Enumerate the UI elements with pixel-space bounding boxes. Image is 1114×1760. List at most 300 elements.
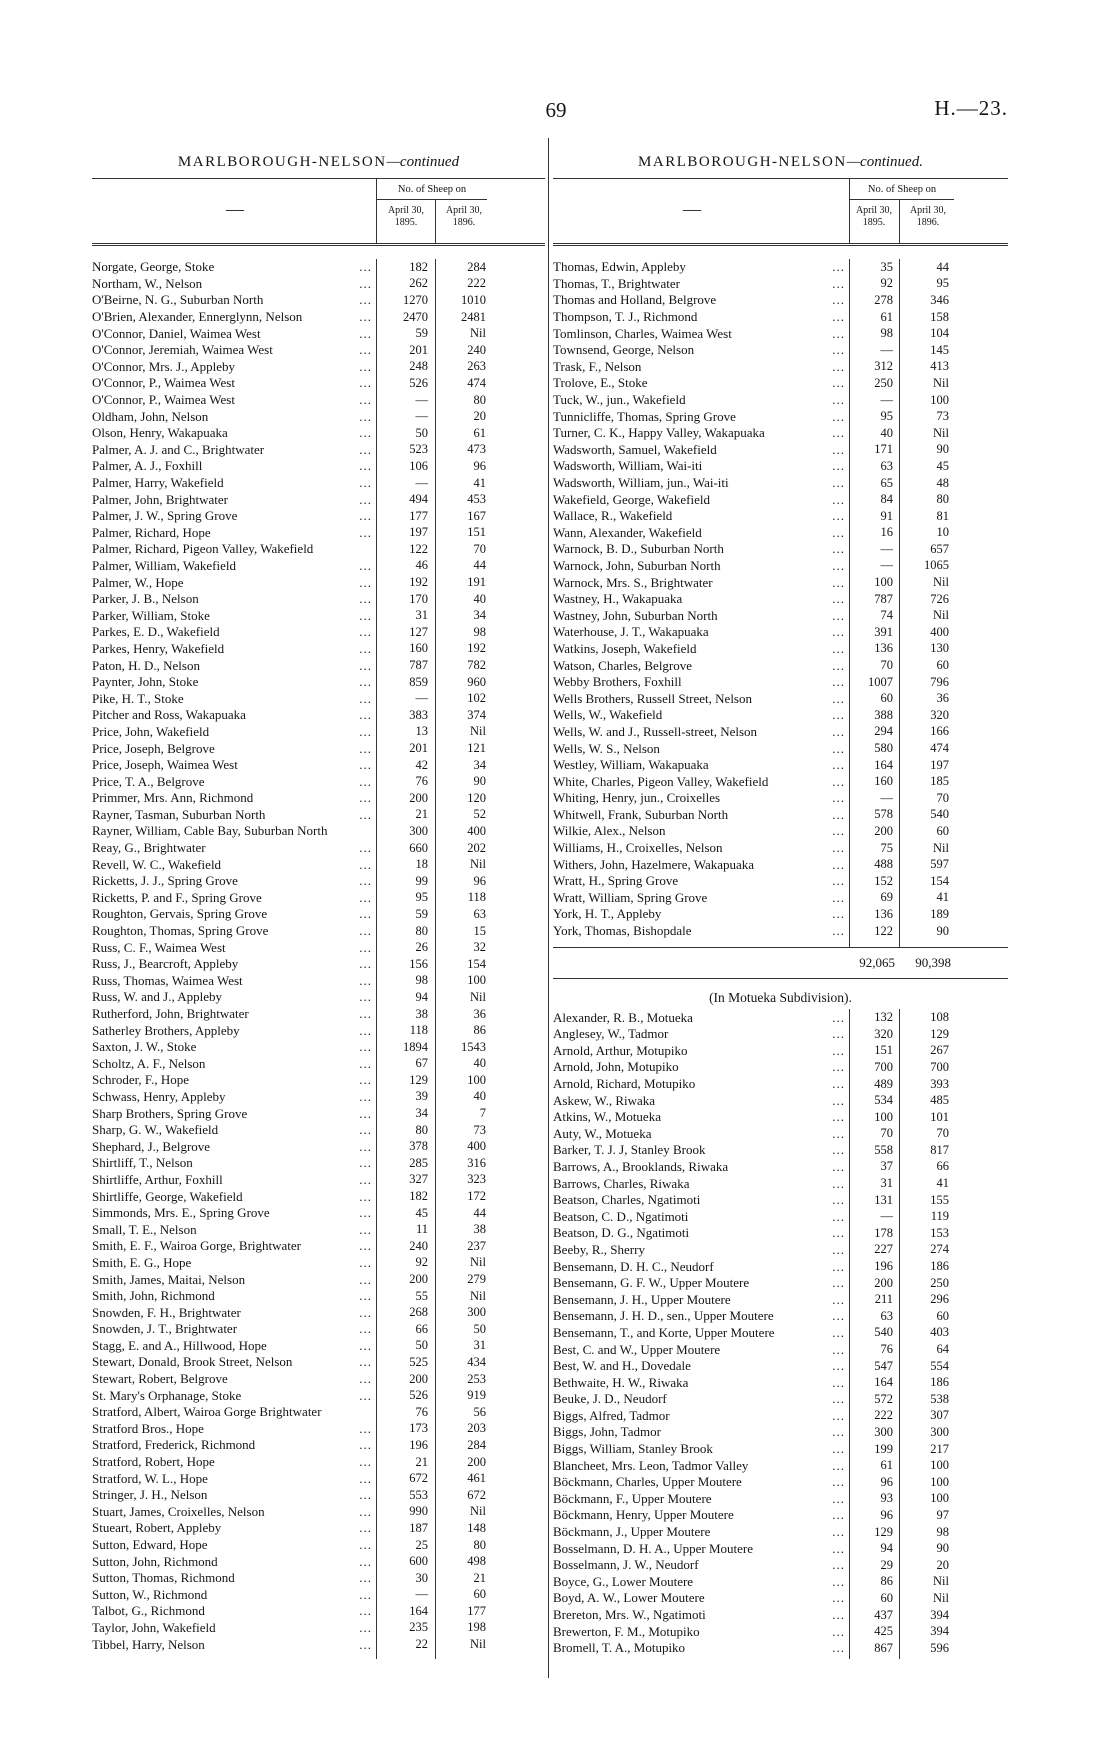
table-row xyxy=(553,1092,1008,1109)
sheep-1896: 50 xyxy=(473,1321,486,1336)
owner-name: Stueart, Robert, Appleby xyxy=(92,1520,222,1536)
owner-name-cell xyxy=(553,857,849,873)
sheep-1895: 38 xyxy=(415,1006,428,1021)
table-row xyxy=(92,475,545,492)
leader-dots: ... xyxy=(359,259,372,275)
table-row xyxy=(92,740,545,757)
owner-name: Böckmann, F., Upper Moutere xyxy=(553,1490,712,1506)
table-row xyxy=(92,757,545,774)
table-row xyxy=(92,574,545,591)
leader-dots: ... xyxy=(359,1171,372,1187)
table-row xyxy=(92,989,545,1006)
leader-dots: ... xyxy=(832,1540,845,1556)
owner-name: Small, T. E., Nelson xyxy=(92,1221,197,1237)
owner-name-cell xyxy=(92,1023,376,1039)
owner-name-cell xyxy=(553,326,849,342)
sheep-1895: 106 xyxy=(409,458,428,473)
owner-name-cell xyxy=(553,1192,849,1208)
sheep-1896: 1543 xyxy=(461,1039,486,1054)
owner-name: Northam, W., Nelson xyxy=(92,275,203,291)
sheep-1896: 80 xyxy=(473,1537,486,1552)
sheep-1895: 378 xyxy=(409,1139,428,1154)
sheep-1895: 523 xyxy=(409,442,428,457)
sheep-1896: 296 xyxy=(930,1292,949,1307)
table-row xyxy=(553,1291,1008,1308)
owner-name: Stratford, Robert, Hope xyxy=(92,1454,215,1470)
leader-dots: ... xyxy=(359,607,372,623)
sheep-1896: 63 xyxy=(473,906,486,921)
sheep-1895: 21 xyxy=(415,807,428,822)
leader-dots: ... xyxy=(832,1258,845,1274)
sheep-1896: 284 xyxy=(467,1437,486,1452)
owner-name: Best, W. and H., Dovedale xyxy=(553,1358,691,1374)
owner-name-cell xyxy=(92,973,376,989)
table-row xyxy=(92,591,545,608)
sheep-1896: 121 xyxy=(467,741,486,756)
table-row xyxy=(553,840,1008,857)
sheep-1896: 1010 xyxy=(461,292,486,307)
owner-name: Sharp, G. W., Wakefield xyxy=(92,1122,219,1138)
table-row xyxy=(553,1126,1008,1143)
owner-name: St. Mary's Orphanage, Stoke xyxy=(92,1387,242,1403)
sheep-1895: 437 xyxy=(874,1607,893,1622)
table-row xyxy=(553,591,1008,608)
sheep-1895: 294 xyxy=(874,724,893,739)
leader-dots: ... xyxy=(832,1590,845,1606)
leader-dots xyxy=(327,823,376,839)
leader-dots: ... xyxy=(359,657,372,673)
sheep-1895: 69 xyxy=(880,890,893,905)
owner-name: Saxton, J. W., Stoke xyxy=(92,1039,197,1055)
table-row xyxy=(553,1607,1008,1624)
leader-dots xyxy=(313,541,376,557)
owner-name-cell xyxy=(553,1242,849,1258)
owner-name-cell xyxy=(553,1292,849,1308)
sheep-1895: 127 xyxy=(409,624,428,639)
sheep-1896: 34 xyxy=(473,608,486,623)
table-row xyxy=(92,690,545,707)
owner-name-cell xyxy=(553,409,849,425)
leader-dots: ... xyxy=(832,1009,845,1025)
table-row xyxy=(92,1039,545,1056)
owner-name: Townsend, George, Nelson xyxy=(553,342,695,358)
table-row xyxy=(553,1540,1008,1557)
leader-dots: ... xyxy=(359,1288,372,1304)
sheep-1896: 434 xyxy=(467,1354,486,1369)
sheep-1896: 90 xyxy=(936,1541,949,1556)
leader-dots xyxy=(322,1404,376,1420)
owner-name: Westley, William, Wakapuaka xyxy=(553,757,709,773)
table-row xyxy=(92,657,545,674)
sheep-1896: 540 xyxy=(930,807,949,822)
left-year-1896: April 30, 1896. xyxy=(445,205,483,228)
owner-name-cell xyxy=(92,1172,376,1188)
sheep-1896: 98 xyxy=(473,624,486,639)
leader-dots: ... xyxy=(832,723,845,739)
sheep-1895: — xyxy=(415,475,428,490)
leader-dots: ... xyxy=(359,1188,372,1204)
leader-dots: ... xyxy=(359,1520,372,1536)
sheep-1895: 74 xyxy=(880,608,893,623)
sheep-1895: 285 xyxy=(409,1155,428,1170)
owner-name: O'Brien, Alexander, Ennerglynn, Nelson xyxy=(92,309,303,325)
sheep-1895: 1007 xyxy=(868,674,893,689)
sheep-1896: 73 xyxy=(473,1122,486,1137)
table-row xyxy=(553,1076,1008,1093)
leader-dots: ... xyxy=(832,557,845,573)
leader-dots: ... xyxy=(832,1490,845,1506)
left-table-header xyxy=(92,178,545,246)
sheep-1895: 31 xyxy=(880,1176,893,1191)
left-column xyxy=(92,152,545,1672)
owner-name-cell xyxy=(553,890,849,906)
owner-name: O'Connor, P., Waimea West xyxy=(92,375,235,391)
owner-name-cell xyxy=(553,1342,849,1358)
leader-dots: ... xyxy=(359,1454,372,1470)
sheep-1895: 156 xyxy=(409,956,428,971)
owner-name: Rayner, William, Cable Bay, Suburban North xyxy=(92,823,328,839)
owner-name: Tomlinson, Charles, Waimea West xyxy=(553,325,732,341)
sheep-1896: 20 xyxy=(936,1557,949,1572)
table-row xyxy=(553,790,1008,807)
table-row xyxy=(92,1338,545,1355)
owner-name: Ricketts, J. J., Spring Grove xyxy=(92,873,238,889)
sheep-1896: Nil xyxy=(933,608,949,623)
owner-name-cell xyxy=(92,1139,376,1155)
sheep-1896: 66 xyxy=(936,1159,949,1174)
sheep-1896: 101 xyxy=(930,1109,949,1124)
owner-name: Wakefield, George, Wakefield xyxy=(553,491,710,507)
sheep-1895: 42 xyxy=(415,757,428,772)
owner-name: Revell, W. C., Wakefield xyxy=(92,856,222,872)
table-row xyxy=(92,1537,545,1554)
sheep-1896: 41 xyxy=(473,475,486,490)
owner-name: Atkins, W., Motueka xyxy=(553,1109,661,1125)
sheep-1895: 131 xyxy=(874,1192,893,1207)
table-row xyxy=(553,525,1008,542)
table-row xyxy=(553,1374,1008,1391)
leader-dots: ... xyxy=(832,591,845,607)
sheep-1895: 94 xyxy=(880,1541,893,1556)
table-row xyxy=(553,1308,1008,1325)
owner-name-cell xyxy=(553,674,849,690)
owner-name: Beuke, J. D., Neudorf xyxy=(553,1391,667,1407)
sheep-1895: 171 xyxy=(874,442,893,457)
leader-dots: ... xyxy=(359,1072,372,1088)
owner-name: Stringer, J. H., Nelson xyxy=(92,1487,208,1503)
owner-name: Bensemann, D. H. C., Neudorf xyxy=(553,1258,714,1274)
leader-dots: ... xyxy=(359,1553,372,1569)
owner-name-cell xyxy=(553,741,849,757)
sheep-1896: 108 xyxy=(930,1010,949,1025)
owner-name-cell xyxy=(553,840,849,856)
table-row xyxy=(553,1341,1008,1358)
sheep-1895: 86 xyxy=(880,1574,893,1589)
table-row xyxy=(553,1325,1008,1342)
sheep-1896: 240 xyxy=(467,342,486,357)
sheep-1895: 60 xyxy=(880,1590,893,1605)
sheep-1896: 413 xyxy=(930,359,949,374)
leader-dots: ... xyxy=(359,1006,372,1022)
sheep-1896: 200 xyxy=(467,1454,486,1469)
owner-name: Olson, Henry, Wakapuaka xyxy=(92,425,228,441)
leader-dots: ... xyxy=(832,309,845,325)
leader-dots: ... xyxy=(359,1337,372,1353)
leader-dots: ... xyxy=(832,1241,845,1257)
owner-name-cell xyxy=(553,1209,849,1225)
owner-name-cell xyxy=(553,575,849,591)
table-row xyxy=(92,641,545,658)
sheep-1896: 919 xyxy=(467,1388,486,1403)
table-row xyxy=(553,508,1008,525)
sheep-1895: 201 xyxy=(409,342,428,357)
table-row xyxy=(553,342,1008,359)
table-row xyxy=(92,558,545,575)
owner-name-cell xyxy=(92,425,376,441)
owner-name-cell xyxy=(553,1026,849,1042)
sheep-1895: 65 xyxy=(880,475,893,490)
owner-name-cell xyxy=(553,757,849,773)
leader-dots: ... xyxy=(359,939,372,955)
sheep-1896: Nil xyxy=(933,375,949,390)
sheep-1896: 118 xyxy=(467,890,486,905)
leader-dots: ... xyxy=(832,1175,845,1191)
leader-dots: ... xyxy=(832,1358,845,1374)
sheep-1896: 21 xyxy=(473,1570,486,1585)
sheep-1895: 122 xyxy=(874,923,893,938)
owner-name: Boyce, G., Lower Moutere xyxy=(553,1573,694,1589)
sheep-1896: 346 xyxy=(930,292,949,307)
table-row xyxy=(92,458,545,475)
owner-name-cell xyxy=(553,1275,849,1291)
owner-name: Tibbel, Harry, Nelson xyxy=(92,1636,205,1652)
owner-name: Shirtliff, T., Nelson xyxy=(92,1155,193,1171)
owner-name-cell xyxy=(92,774,376,790)
owner-name-cell xyxy=(92,508,376,524)
table-row xyxy=(92,1072,545,1089)
leader-dots: ... xyxy=(359,1022,372,1038)
table-row xyxy=(553,325,1008,342)
table-row xyxy=(92,1520,545,1537)
owner-name-cell xyxy=(92,1454,376,1470)
sheep-1896: 96 xyxy=(473,873,486,888)
table-row xyxy=(553,1258,1008,1275)
owner-name: Wastney, H., Wakapuaka xyxy=(553,591,683,607)
owner-name: Trolove, E., Stoke xyxy=(553,375,648,391)
table-row xyxy=(92,1504,545,1521)
right-column xyxy=(553,152,1008,1672)
owner-name: Barrows, Charles, Riwaka xyxy=(553,1175,690,1191)
owner-name: Palmer, W., Hope xyxy=(92,574,184,590)
table-row xyxy=(553,624,1008,641)
owner-name: Anglesey, W., Tadmor xyxy=(553,1026,669,1042)
sheep-1895: 672 xyxy=(409,1471,428,1486)
sheep-1896: Nil xyxy=(933,1590,949,1605)
table-row xyxy=(553,1242,1008,1259)
sheep-1896: 70 xyxy=(936,790,949,805)
right-sheep-header: No. of Sheep on xyxy=(850,183,954,200)
table-row xyxy=(553,1424,1008,1441)
sheep-1896: 167 xyxy=(467,508,486,523)
sheep-1895: 300 xyxy=(409,823,428,838)
sheep-1896: 100 xyxy=(930,1474,949,1489)
leader-dots: ... xyxy=(832,259,845,275)
owner-name: Brereton, Mrs. W., Ngatimoti xyxy=(553,1607,706,1623)
owner-name-cell xyxy=(92,790,376,806)
owner-name-cell xyxy=(553,1142,849,1158)
sheep-1895: 76 xyxy=(880,1342,893,1357)
owner-name-cell xyxy=(92,1388,376,1404)
owner-name: Stewart, Donald, Brook Street, Nelson xyxy=(92,1354,293,1370)
leader-dots: ... xyxy=(359,1570,372,1586)
sheep-1896: 177 xyxy=(467,1603,486,1618)
sheep-1895: 98 xyxy=(415,973,428,988)
owner-name: Beatson, D. G., Ngatimoti xyxy=(553,1225,690,1241)
leader-dots: ... xyxy=(359,358,372,374)
owner-name-cell xyxy=(92,707,376,723)
table-row xyxy=(92,1006,545,1023)
leader-dots: ... xyxy=(359,491,372,507)
leader-dots: ... xyxy=(359,1155,372,1171)
sheep-1895: 132 xyxy=(874,1010,893,1025)
sheep-1896: 267 xyxy=(930,1043,949,1058)
leader-dots: ... xyxy=(832,275,845,291)
owner-name: Sutton, John, Richmond xyxy=(92,1553,218,1569)
owner-name-cell xyxy=(92,1371,376,1387)
sheep-1895: 200 xyxy=(409,790,428,805)
owner-name: Parker, William, Stoke xyxy=(92,607,210,623)
sheep-1895: 262 xyxy=(409,276,428,291)
table-row xyxy=(553,309,1008,326)
sheep-1896: 394 xyxy=(930,1624,949,1639)
sheep-1896: 300 xyxy=(467,1305,486,1320)
sheep-1896: 323 xyxy=(467,1172,486,1187)
right-year-1895: April 30, 1895. xyxy=(855,205,893,228)
owner-name: Warnock, B. D., Suburban North xyxy=(553,541,724,557)
table-row xyxy=(553,1640,1008,1657)
owner-name: Simmonds, Mrs. E., Spring Grove xyxy=(92,1205,270,1221)
owner-name: Pitcher and Ross, Wakapuaka xyxy=(92,707,246,723)
sheep-1895: 129 xyxy=(874,1524,893,1539)
owner-name: Watkins, Joseph, Wakefield xyxy=(553,640,697,656)
right-year-1896: April 30, 1896. xyxy=(909,205,947,228)
owner-name-cell xyxy=(92,857,376,873)
sheep-1896: 485 xyxy=(930,1093,949,1108)
owner-name-cell xyxy=(92,1288,376,1304)
sheep-1896: 263 xyxy=(467,359,486,374)
table-row xyxy=(553,375,1008,392)
owner-name-cell xyxy=(553,541,849,557)
owner-name: Blancheet, Mrs. Leon, Tadmor Valley xyxy=(553,1457,749,1473)
owner-name-cell xyxy=(92,1404,376,1420)
table-row xyxy=(92,674,545,691)
table-row xyxy=(92,425,545,442)
sheep-1895: 95 xyxy=(880,409,893,424)
owner-name: Sutton, Edward, Hope xyxy=(92,1537,208,1553)
table-row xyxy=(92,408,545,425)
sheep-1895: 268 xyxy=(409,1305,428,1320)
sheep-1895: 600 xyxy=(409,1554,428,1569)
owner-name: Wratt, William, Spring Grove xyxy=(553,889,708,905)
sheep-1895: 31 xyxy=(415,608,428,623)
sheep-1896: Nil xyxy=(470,1504,486,1519)
motueka-subheading: (In Motueka Subdivision). xyxy=(709,990,852,1006)
owner-name: Boyd, A. W., Lower Moutere xyxy=(553,1590,705,1606)
owner-name-cell xyxy=(92,724,376,740)
owner-name-cell xyxy=(553,658,849,674)
left-year-1895: April 30, 1895. xyxy=(387,205,425,228)
sheep-1895: 95 xyxy=(415,890,428,905)
owner-name-cell xyxy=(92,674,376,690)
table-row xyxy=(553,641,1008,658)
owner-name-cell xyxy=(553,1607,849,1623)
owner-name-cell xyxy=(553,292,849,308)
sheep-1895: 136 xyxy=(874,906,893,921)
owner-name: Thomas and Holland, Belgrove xyxy=(553,292,717,308)
sheep-1895: 50 xyxy=(415,1338,428,1353)
owner-name: Biggs, Alfred, Tadmor xyxy=(553,1407,670,1423)
owner-name: Talbot, G., Richmond xyxy=(92,1603,205,1619)
leader-dots: ... xyxy=(359,1371,372,1387)
table-row xyxy=(92,624,545,641)
owner-name-cell xyxy=(92,923,376,939)
leader-dots: ... xyxy=(832,1607,845,1623)
table-row xyxy=(92,790,545,807)
table-row xyxy=(553,1192,1008,1209)
owner-name: Sutton, W., Richmond xyxy=(92,1586,208,1602)
sheep-1896: 554 xyxy=(930,1358,949,1373)
table-row xyxy=(92,1221,545,1238)
sheep-1895: 118 xyxy=(409,1023,428,1038)
table-row xyxy=(553,823,1008,840)
table-row xyxy=(553,757,1008,774)
leader-dots: ... xyxy=(832,1424,845,1440)
leader-dots: ... xyxy=(832,1208,845,1224)
owner-name: Palmer, A. J. and C., Brightwater xyxy=(92,441,265,457)
leader-dots: ... xyxy=(359,524,372,540)
table-row xyxy=(92,1155,545,1172)
owner-name: Rutherford, John, Brightwater xyxy=(92,1006,249,1022)
owner-name: Reay, G., Brightwater xyxy=(92,840,206,856)
table-row xyxy=(553,408,1008,425)
owner-name: Arnold, John, Motupiko xyxy=(553,1059,679,1075)
table-row xyxy=(92,1105,545,1122)
owner-name-cell xyxy=(92,940,376,956)
leader-dots: ... xyxy=(832,906,845,922)
sheep-1896: 32 xyxy=(473,940,486,955)
sheep-1895: 867 xyxy=(874,1640,893,1655)
sheep-1896: 90 xyxy=(936,442,949,457)
sheep-1896: 20 xyxy=(473,409,486,424)
leader-dots: ... xyxy=(359,458,372,474)
owner-name: Palmer, Richard, Pigeon Valley, Wakefield xyxy=(92,541,314,557)
table-row xyxy=(92,292,545,309)
owner-name-cell xyxy=(92,807,376,823)
sheep-1896: 202 xyxy=(467,840,486,855)
table-row xyxy=(92,856,545,873)
sheep-1895: 98 xyxy=(880,326,893,341)
owner-name: Watson, Charles, Belgrove xyxy=(553,657,693,673)
owner-name-cell xyxy=(553,724,849,740)
owner-name-cell xyxy=(553,707,849,723)
sheep-1896: 70 xyxy=(473,541,486,556)
sheep-1895: 200 xyxy=(874,1275,893,1290)
owner-name-cell xyxy=(553,591,849,607)
table-row xyxy=(92,890,545,907)
owner-name-cell xyxy=(92,608,376,624)
leader-dots: ... xyxy=(832,342,845,358)
table-row xyxy=(92,1421,545,1438)
